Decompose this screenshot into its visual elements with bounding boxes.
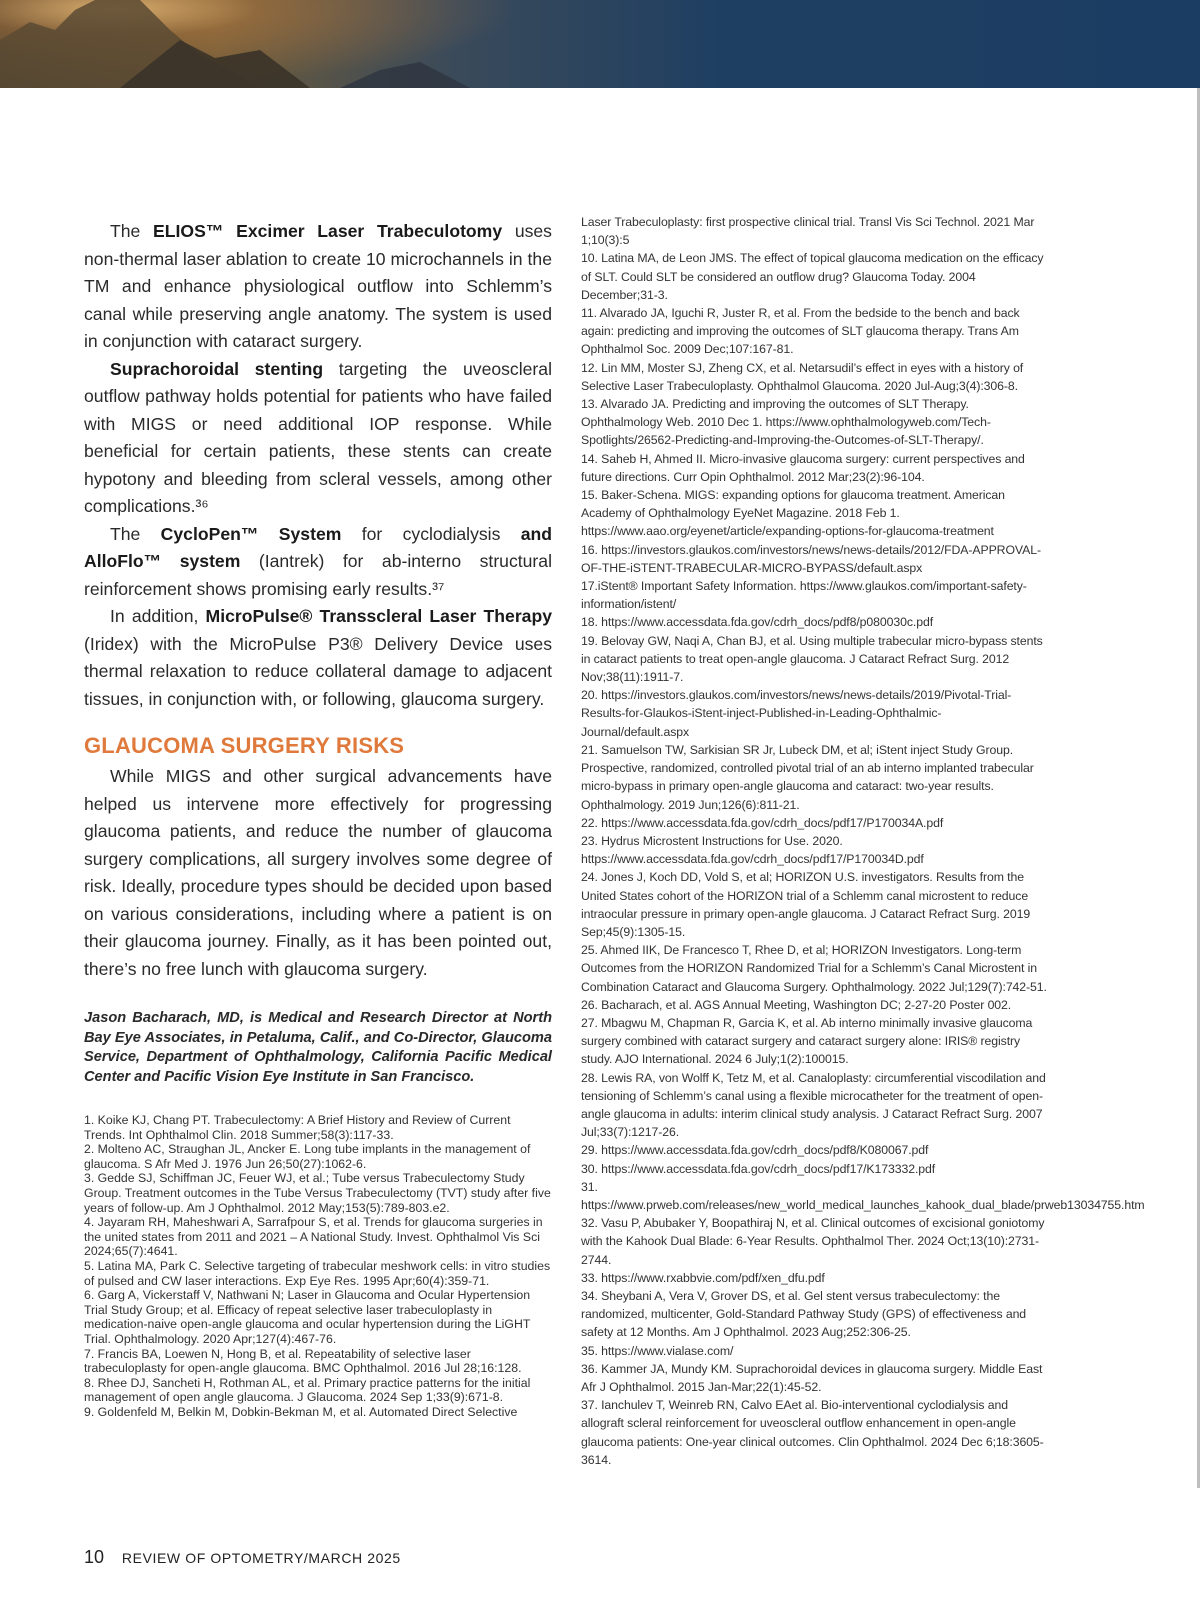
left-column: [84, 218, 552, 1419]
references-right: [581, 213, 1145, 1469]
reference-item: 25. Ahmed IIK, De Francesco T, Rhee D, et al; HORIZON Investigators. Long-term Outcomes from the HORIZON Randomized Trial for a Schlemm’s Canal Microstent in Combination Cataract and Glaucoma Surgery. Ophthalmology. 2022 Jul;129(7):742-51.: [581, 943, 1047, 994]
paragraph-elios: The ELIOS™ Excimer Laser Trabeculotomy uses non-thermal laser ablation to create 10 microchannels in the TM and enhance physiological outflow into Schlemm’s canal while preserving angle anatomy. The system is used in conjunction with cataract surgery.: [84, 221, 552, 351]
reference-item: 28. Lewis RA, von Wolff K, Tetz M, et al. Canaloplasty: circumferential viscodilation and tensioning of Schlemm’s canal using a flexible microcatheter for the treatment of open-angle glaucoma in adults: interim clinical study analysis. J Cataract Refract Surg. 2007 Jul;33(7):1217-26.: [581, 1070, 1046, 1140]
reference-item: Laser Trabeculoplasty: first prospective clinical trial. Transl Vis Sci Technol. 2021 Mar 1;10(3):5: [581, 215, 1035, 248]
article-body: [84, 218, 552, 983]
reference-item: 20. https://investors.glaukos.com/investors/news/news-details/2019/Pivotal-Trial-Results-for-Glaukos-iStent-inject-Published-in-Leading-Ophthalmic-Journal/default.aspx: [581, 688, 1012, 739]
reference-item: 27. Mbagwu M, Chapman R, Garcia K, et al. Ab interno minimally invasive glaucoma surgery combined with cataract surgery and cataract surgery alone: IRIS® registry study. AJO International. 2024 6 July;1(2):100015.: [581, 1015, 1033, 1067]
reference-item: 26. Bacharach, et al. AGS Annual Meeting, Washington DC; 2-27-20 Poster 002.: [581, 997, 1012, 1012]
reference-item: 13. Alvarado JA. Predicting and improving the outcomes of SLT Therapy. Ophthalmology Web. 2010 Dec 1. https://www.ophthalmologyweb.com/Tech-Spotlights/26562-Predicting-and-Improving-the-Outcomes-of-SLT-Therapy/.: [581, 397, 991, 448]
references-left: [84, 1113, 552, 1419]
reference-item: 9. Goldenfeld M, Belkin M, Dobkin-Bekman M, et al. Automated Direct Selective: [84, 1404, 518, 1419]
reference-item: 3. Gedde SJ, Schiffman JC, Feuer WJ, et al.; Tube versus Trabeculectomy Study Group. Treatment outcomes in the Tube Versus Trabeculectomy (TVT) study after five years of follow-up. Am J Ophthalmol. 2012 May;153(5):789-803.e2.: [84, 1171, 551, 1215]
paragraph-cyclopen: The CycloPen™ System for cyclodialysis and AlloFlo™ system (Iantrek) for ab-interno structural reinforcement shows promising early results.³⁷: [84, 523, 552, 599]
reference-item: 14. Saheb H, Ahmed II. Micro-invasive glaucoma surgery: current perspectives and future directions. Curr Opin Ophthalmol. 2012 Mar;23(2):96-104.: [581, 451, 1025, 484]
reference-item: 34. Sheybani A, Vera V, Grover DS, et al. Gel stent versus trabeculectomy: the randomized, multicenter, Gold-Standard Pathway Study (GPS) of effectiveness and safety at 12 Months. Am J Ophthalmol. 2023 Aug;252:306-25.: [581, 1288, 1027, 1340]
page-footer: [84, 1547, 401, 1568]
reference-item: 12. Lin MM, Moster SJ, Zheng CX, et al. Netarsudil’s effect in eyes with a history of Selective Laser Trabeculoplasty. Ophthalmol Glaucoma. 2020 Jul-Aug;3(4):306-8.: [581, 360, 1024, 393]
reference-item: 5. Latina MA, Park C. Selective targeting of trabecular meshwork cells: in vitro studies of pulsed and CW laser interactions. Exp Eye Res. 1995 Apr;60(4):359-71.: [84, 1258, 551, 1288]
right-column: [581, 213, 1145, 1469]
section-heading: GLAUCOMA SURGERY RISKS: [84, 733, 405, 758]
reference-item: 2. Molteno AC, Straughan JL, Ancker E. Long tube implants in the management of glaucoma. S Afr Med J. 1976 Jun 26;50(27):1062-6.: [84, 1142, 531, 1171]
reference-item: 19. Belovay GW, Naqi A, Chan BJ, et al. Using multiple trabecular micro-bypass stents in cataract patients to treat open-angle glaucoma. J Cataract Refract Surg. 2012 Nov;38(11):1911-7.: [581, 633, 1043, 685]
reference-item: 33. https://www.rxabbvie.com/pdf/xen_dfu.pdf: [581, 1270, 825, 1285]
reference-item: 36. Kammer JA, Mundy KM. Suprachoroidal devices in glaucoma surgery. Middle East Afr J Ophthalmol. 2015 Jan-Mar;22(1):45-52.: [581, 1361, 1043, 1394]
reference-item: 32. Vasu P, Abubaker Y, Boopathiraj N, et al. Clinical outcomes of excisional goniotomy with the Kahook Dual Blade: 6-Year Results. Ophthalmol Ther. 2024 Oct;13(10):2731-2744.: [581, 1216, 1045, 1267]
reference-item: 29. https://www.accessdata.fda.gov/cdrh_docs/pdf8/K080067.pdf: [581, 1143, 929, 1158]
reference-item: 4. Jayaram RH, Maheshwari A, Sarrafpour S, et al. Trends for glaucoma surgeries in the united states from 2011 and 2021 – A National Study. Invest. Ophthalmol Vis Sci 2024;65(7):4641.: [84, 1215, 543, 1259]
reference-item: 31. https://www.prweb.com/releases/new_world_medical_launches_kahook_dual_blade/prweb13034755.htm: [581, 1179, 1145, 1212]
publication-name: REVIEW OF OPTOMETRY/MARCH 2025: [121, 1550, 401, 1566]
page-number: 10: [84, 1547, 105, 1567]
paragraph-micropulse: In addition, MicroPulse® Transscleral Laser Therapy (Iridex) with the MicroPulse P3® Delivery Device uses thermal relaxation to reduce collateral damage to adjacent tissues, in conjunction with, or following, glaucoma surgery.: [84, 606, 552, 709]
mountain-icon: [0, 0, 1200, 88]
reference-item: 11. Alvarado JA, Iguchi R, Juster R, et al. From the bedside to the bench and back again: predicting and improving the outcomes of SLT glaucoma therapy. Trans Am Ophthalmol Soc. 2009 Dec;107:167-81.: [581, 306, 1020, 357]
reference-item: 23. Hydrus Microstent Instructions for Use. 2020. https://www.accessdata.fda.gov/cdrh_docs/pdf17/P170034D.pdf: [581, 833, 924, 867]
reference-item: 37. Ianchulev T, Weinreb RN, Calvo EAet al. Bio-interventional cyclodialysis and allograft scleral reinforcement for uveoscleral outflow enhancement in open-angle glaucoma patients: One-year clinical outcomes. Clin Ophthalmol. 2024 Dec 6;18:3605-3614.: [581, 1398, 1044, 1467]
author-bio: Jason Bacharach, MD, is Medical and Research Director at North Bay Eye Associates, in Petaluma, Calif., and Co-Director, Glaucoma Service, Department of Ophthalmology, California Pacific Medical Center and Pacific Vision Eye Institute in San Francisco.: [84, 1010, 552, 1085]
reference-item: 30. https://www.accessdata.fda.gov/cdrh_docs/pdf17/K173332.pdf: [581, 1161, 936, 1176]
reference-item: 7. Francis BA, Loewen N, Hong B, et al. Repeatability of selective laser trabeculoplasty for open-angle glaucoma. BMC Ophthalmol. 2016 Jul 28;16:128.: [84, 1346, 522, 1376]
reference-item: 21. Samuelson TW, Sarkisian SR Jr, Lubeck DM, et al; iStent inject Study Group. Prospective, randomized, controlled pivotal trial of an ab interno implanted trabecular micro-bypass in primary open-angle glaucoma and cataract: two-year results. Ophthalmology. 2019 Jun;126(6):811-21.: [581, 742, 1034, 812]
paragraph-risks: While MIGS and other surgical advancements have helped us intervene more effectively for progressing glaucoma patients, and reduce the number of glaucoma surgery complications, all surgery involves some degree of risk. Ideally, procedure types should be decided upon based on various considerations, including where a patient is on their glaucoma journey. Finally, as it has been pointed out, there’s no free lunch with glaucoma surgery.: [84, 766, 552, 979]
reference-item: 22. https://www.accessdata.fda.gov/cdrh_docs/pdf17/P170034A.pdf: [581, 815, 944, 830]
reference-item: 35. https://www.vialase.com/: [581, 1343, 734, 1358]
paragraph-suprachoroidal: Suprachoroidal stenting targeting the uveoscleral outflow pathway holds potential for patients who have failed with MIGS or need additional IOP response. While beneficial for certain patients, these stents can create hypotony and bleeding from scleral vessels, among other complications.³⁶: [84, 358, 552, 516]
reference-item: 17.iStent® Important Safety Information. https://www.glaukos.com/important-safety-information/istent/: [581, 579, 1027, 612]
reference-item: 1. Koike KJ, Chang PT. Trabeculectomy: A Brief History and Review of Current Trends. Int Ophthalmol Clin. 2018 Summer;58(3):117-33.: [84, 1113, 511, 1142]
reference-item: 10. Latina MA, de Leon JMS. The effect of topical glaucoma medication on the efficacy of SLT. Could SLT be considered an outflow drug? Glaucoma Today. 2004 December;31-3.: [581, 251, 1044, 302]
reference-item: 6. Garg A, Vickerstaff V, Nathwani N; Laser in Glaucoma and Ocular Hypertension Trial Study Group; et al. Efficacy of repeat selective laser trabeculoplasty in medication-naive open-angle glaucoma and ocular hypertension during the LiGHT Trial. Ophthalmology. 2020 Apr;127(4):467-76.: [84, 1288, 531, 1346]
reference-item: 16. https://investors.glaukos.com/investors/news/news-details/2012/FDA-APPROVAL-OF-THE-iSTENT-TRABECULAR-MICRO-BYPASS/default.aspx: [581, 542, 1041, 575]
reference-item: 15. Baker-Schena. MIGS: expanding options for glaucoma treatment. American Academy of Ophthalmology EyeNet Magazine. 2018 Feb 1. https://www.aao.org/eyenet/article/expanding-options-for-glaucoma-treatment: [581, 488, 1005, 539]
reference-item: 24. Jones J, Koch DD, Vold S, et al; HORIZON U.S. investigators. Results from the United States cohort of the HORIZON trial of a Schlemm canal microstent to reduce intraocular pressure in primary open-angle glaucoma. J Cataract Refract Surg. 2019 Sep;45(9):1305-15.: [581, 870, 1031, 939]
reference-item: 18. https://www.accessdata.fda.gov/cdrh_docs/pdf8/p080030c.pdf: [581, 615, 934, 630]
header-banner-image: [0, 0, 1200, 88]
reference-item: 8. Rhee DJ, Sancheti H, Rothman AL, et al. Primary practice patterns for the initial management of open angle glaucoma. J Glaucoma. 2024 Sep 1;33(9):671-8.: [84, 1375, 531, 1405]
